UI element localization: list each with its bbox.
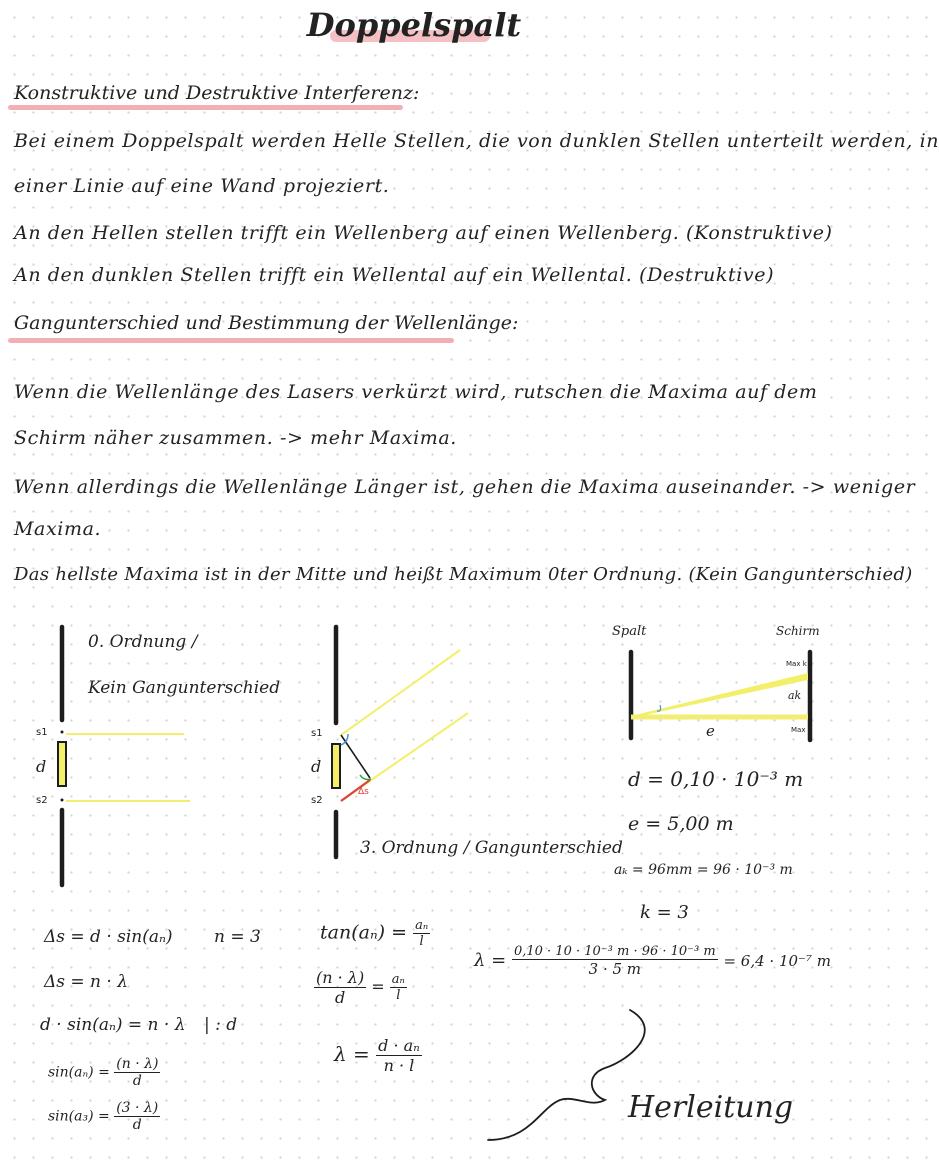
page-title: Doppelspalt bbox=[306, 6, 522, 44]
numerator: aₙ bbox=[391, 972, 405, 987]
value-ak: aₖ = 96mm = 96 · 10⁻³ m bbox=[614, 862, 793, 878]
section1-line-1: Bei einem Doppelspalt werden Helle Stellen, die von dunklen Stellen unterteilt werden, in bbox=[14, 130, 939, 152]
numerator: (n · λ) bbox=[116, 1056, 159, 1072]
diagram3-label-spalt: Spalt bbox=[612, 624, 647, 639]
diagram3-label-max-0: Max 0 bbox=[791, 726, 813, 734]
section2-line-4: Maxima. bbox=[14, 518, 102, 540]
numerator: 0,10 · 10 · 10⁻³ m · 96 · 10⁻³ m bbox=[513, 944, 716, 959]
denominator: d bbox=[132, 1117, 142, 1133]
result-rhs: = 6,4 · 10⁻⁷ m bbox=[723, 952, 831, 970]
section2-line-2: Schirm näher zusammen. -> mehr Maxima. bbox=[14, 427, 457, 449]
value-k: k = 3 bbox=[640, 902, 689, 923]
formula-lambda-lhs: λ = bbox=[334, 1042, 370, 1066]
diagram1-caption-2: Kein Gangunterschied bbox=[88, 678, 281, 698]
formula-n-value: n = 3 bbox=[214, 927, 261, 947]
diagram1-label-d: d bbox=[36, 757, 47, 776]
value-e: e = 5,00 m bbox=[628, 813, 734, 835]
section2-line-3: Wenn allerdings die Wellenlänge Länger ist, gehen die Maxima auseinander. -> weniger bbox=[14, 476, 916, 498]
formula-delta-s-sin: Δs = d · sin(aₙ) bbox=[44, 927, 173, 947]
section2-line-5: Das hellste Maxima ist in der Mitte und heißt Maximum 0ter Ordnung. (Kein Gangunterschied) bbox=[14, 564, 913, 585]
section1-line-4: An den dunklen Stellen trifft ein Wellental auf ein Wellental. (Destruktive) bbox=[14, 264, 775, 286]
section2-heading: Gangunterschied und Bestimmung der Wellenlänge: bbox=[14, 312, 519, 334]
numerator: d · aₙ bbox=[378, 1036, 420, 1055]
formula-sin-a3-lhs: sin(a₃) = bbox=[48, 1108, 110, 1125]
section1-line-3: An den Hellen stellen trifft ein Wellenberg auf einen Wellenberg. (Konstruktive) bbox=[14, 222, 833, 244]
denominator: l bbox=[419, 934, 424, 949]
numerator: aₙ bbox=[415, 918, 429, 933]
diagram1-caption-1: 0. Ordnung / bbox=[88, 632, 198, 652]
denominator: n · l bbox=[383, 1056, 415, 1075]
diagram1-label-s2: s2 bbox=[36, 795, 48, 806]
formula-sin-an-lhs: sin(aₙ) = bbox=[48, 1064, 110, 1081]
equals-sign: = bbox=[371, 977, 385, 996]
section2-line-1: Wenn die Wellenlänge des Lasers verkürzt wird, rutschen die Maxima auf dem bbox=[14, 381, 818, 403]
section1-line-2: einer Linie auf eine Wand projeziert. bbox=[14, 175, 390, 197]
section1-heading: Konstruktive und Destruktive Interferenz: bbox=[14, 82, 420, 104]
result-lhs: λ = bbox=[474, 950, 507, 971]
denominator: l bbox=[396, 988, 401, 1003]
formula-tan-lhs: tan(aₙ) = bbox=[320, 921, 408, 944]
formula-divide-d: | : d bbox=[204, 1015, 238, 1035]
numerator: (3 · λ) bbox=[116, 1100, 159, 1116]
formula-delta-s-lambda: Δs = n · λ bbox=[44, 972, 128, 992]
herleitung-label: Herleitung bbox=[628, 1090, 794, 1125]
formula-equate: d · sin(aₙ) = n · λ bbox=[40, 1015, 186, 1035]
diagram3-label-ak: ak bbox=[788, 689, 802, 702]
diagram2-label-delta-s: Δs bbox=[358, 787, 369, 797]
diagram2-label-s2: s2 bbox=[311, 795, 323, 806]
numerator: (n · λ) bbox=[316, 968, 365, 987]
diagram1-label-s1: s1 bbox=[36, 727, 48, 738]
diagram2-label-d: d bbox=[311, 757, 322, 776]
denominator: d bbox=[334, 988, 346, 1007]
diagram2-caption: 3. Ordnung / Gangunterschied bbox=[360, 838, 623, 858]
value-d: d = 0,10 · 10⁻³ m bbox=[628, 767, 804, 791]
diagram3-label-schirm: Schirm bbox=[776, 624, 820, 638]
diagram3-label-e: e bbox=[706, 722, 715, 740]
denominator: 3 · 5 m bbox=[588, 960, 642, 978]
denominator: d bbox=[132, 1073, 142, 1089]
diagram3-label-max-k: Max k bbox=[786, 660, 807, 668]
diagram2-label-s1: s1 bbox=[311, 728, 323, 739]
